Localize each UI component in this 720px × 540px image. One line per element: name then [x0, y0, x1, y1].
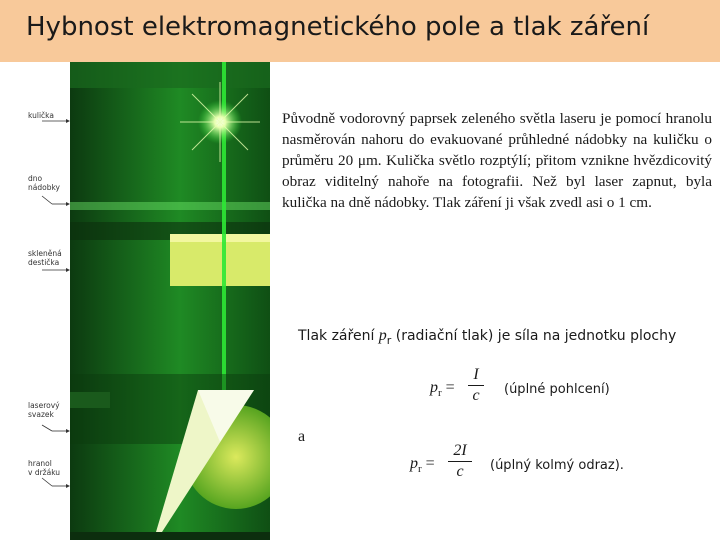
title-bar: [0, 0, 720, 62]
definition-suffix: (radiační tlak) je síla na jednotku plochy: [391, 328, 677, 344]
slide-title: Hybnost elektromagnetického pole a tlak záření: [26, 12, 650, 42]
definition-subscript: r: [386, 333, 392, 347]
conjunction: a: [298, 428, 306, 445]
definition-prefix: Tlak záření: [298, 328, 379, 344]
radiation-pressure-definition: [298, 327, 676, 347]
experiment-description: Původně vodorovný paprsek zeleného světla laseru je pomocí hranolu nasměrován nahoru do evakuované průhledné nádobky na kuličku o průměru 20 μm. Kulička světlo rozptýlí; přitom vznikne hvězdicovitý obraz viditelný nahoře na fotografii. Než byl laser zapnut, byla kulička na dně nádobky. Tlak záření ji však zvedl asi o 1 cm.: [282, 110, 712, 211]
equation-fraction: I c: [468, 366, 484, 405]
equation-note: (úplné pohlcení): [504, 382, 610, 397]
equation-lhs: $p_r$ =: [430, 379, 455, 400]
label-laserovy-svazek: laserový svazek: [28, 401, 60, 419]
label-dno-nadobky: dno nádobky: [28, 174, 60, 192]
equation-lhs: $p_r$ =: [410, 455, 435, 476]
label-sklenena-desticka: skleněná destička: [28, 249, 62, 267]
definition-symbol: p: [378, 327, 387, 344]
label-hranol: hranol v držáku: [28, 459, 61, 477]
label-kulicka: kulička: [28, 111, 54, 120]
label-pointer-lines: [0, 0, 72, 540]
equation-note: (úplný kolmý odraz).: [490, 458, 624, 473]
equation-fraction: 2I c: [448, 442, 472, 481]
laser-experiment-photo: [70, 62, 270, 540]
